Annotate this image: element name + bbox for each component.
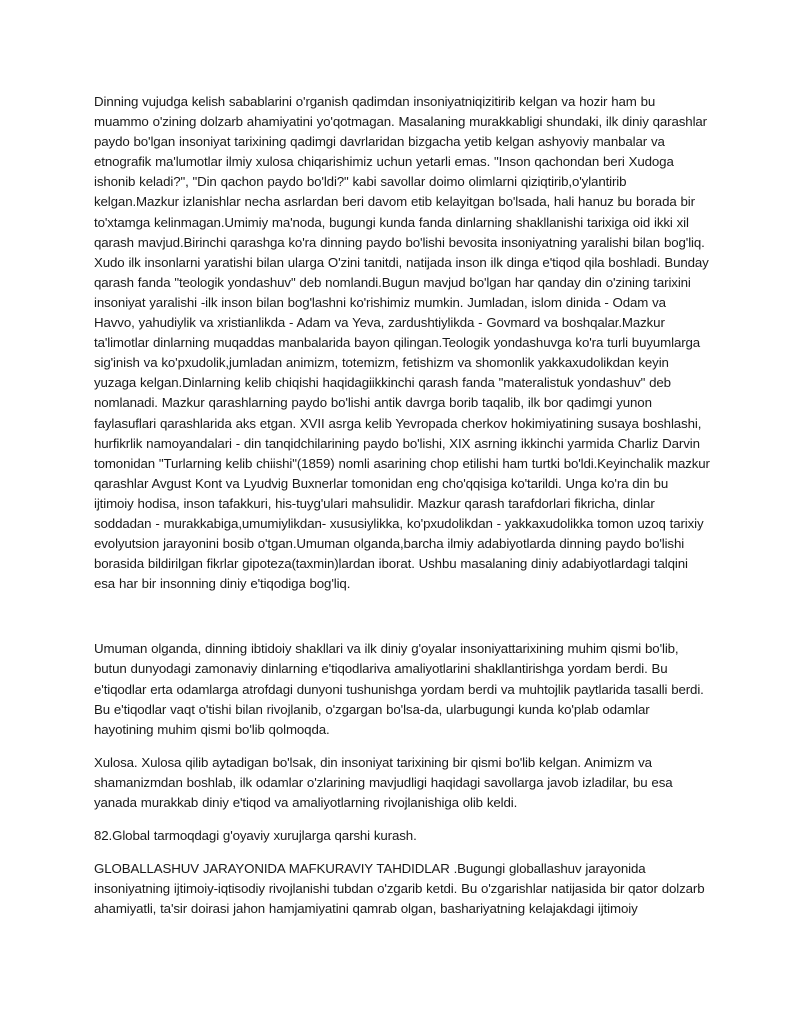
paragraph-primitive-beliefs: Umuman olganda, dinning ibtidoiy shakllari va ilk diniy g'oyalar insoniyattarixining muhim qismi bo'lib, butun dunyodagi zamonaviy dinlarning e'tiqodlariva amaliyotlarini shakllantirishga yordam berdi. Bu e'tiqodlar erta odamlarga atrofdagi dunyoni tushunishga yordam berdi va muhtojlik paytlarida tasalli berdi. Bu e'tiqodlar vaqt o'tishi bilan rivojlanib, o'zgargan bo'lsa-da, ularbugungi kunda ko'plab odamlar hayotining muhim qismi bo'lib qolmoqda.	[94, 641, 704, 737]
paragraph-conclusion: Xulosa. Xulosa qilib aytadigan bo'lsak, din insoniyat tarixining bir qismi bo'lib kelgan. Animizm va shamanizmdan boshlab, ilk odamlar o'zlarining mavjudligi haqidagi savollarga javob izladilar, bu esa yanada murakkab diniy e'tiqod va amaliyotlarning rivojlanishiga olib keldi.	[94, 754, 673, 810]
paragraph-globalization: GLOBALLASHUV JARAYONIDA MAFKURAVIY TAHDIDLAR .Bugungi globallashuv jarayonida insoniyatning ijtimoiy-iqtisodiy rivojlanishi tubdan o'zgarib ketdi. Bu o'zgarishlar natijasida bir qator dolzarb ahamiyatli, ta'sir doirasi jahon hamjamiyatini qamrab olgan, bashariyatning kelajakdagi ijtimoiy	[94, 861, 705, 917]
document-body	[94, 92, 710, 919]
paragraph-religion-origins: Dinning vujudga kelish sabablarini o'rganish qadimdan insoniyatniqizitirib kelgan va hozir ham bu muammo o'zining dolzarb ahamiyatini yo'qotmagan. Masalaning murakkabligi shundaki, ilk diniy qarashlar paydo bo'lgan insoniyat tarixining qadimgi davrlaridan bizgacha yetib kelgan ashyoviy manbalar va etnografik ma'lumotlar ilmiy xulosa chiqarishimiz uchun yetarli emas. "Inson qachondan beri Xudoga ishonib keladi?", "Din qachon paydo bo'ldi?" kabi savollar doimo olimlarni qiziqtirib,o'ylantirib kelgan.Mazkur izlanishlar necha asrlardan beri davom etib kelayitgan bo'lsada, hali hanuz bu borada bir to'xtamga kelinmagan.Umimiy ma'noda, bugungi kunda fanda dinlarning shakllanishi tarixiga oid ikki xil qarash mavjud.Birinchi qarashga ko'ra dinning paydo bo'lishi bevosita insoniyatning yaralishi bilan bog'liq. Xudo ilk insonlarni yaratishi bilan ularga O'zini tanitdi, natijada inson ilk dinga e'tiqod qila boshladi. Bunday qarash fanda "teologik yondashuv" deb nomlandi.Bugun mavjud bo'lgan har qanday din o'zining tarixini insoniyat yaralishi -ilk inson bilan bog'lashni ko'rishimiz mumkin. Jumladan, islom dinida - Odam va Havvo, yahudiylik va xristianlikda - Adam va Yeva, zardushtiylikda - Govmard va boshqalar.Mazkur ta'limotlar dinlarning muqaddas manbalarida bayon qilingan.Teologik yondashuvga ko'ra turli buyumlarga sig'inish va ko'pxudolik,jumladan animizm, totemizm, fetishizm va shomonlik yakkaxudolikdan keyin yuzaga kelgan.Dinlarning kelib chiqishi haqidagiikkinchi qarash fanda "materalistuk yondashuv" deb nomlanadi. Mazkur qarashlarning paydo bo'lishi antik davrga borib taqalib, ilk bor qadimgi yunon faylasuflari qarashlarida aks etgan. XVII asrga kelib Yevropada cherkov hokimiyatining susaya boshlashi, hurfikrlik namoyandalari - din tanqidchilarining paydo bo'lishi, XIX asrning ikkinchi yarmida Charliz Darvin tomonidan "Turlarning kelib chiishi"(1859) nomli asarining chop etilishi ham turtki bo'ldi.Keyinchalik mazkur qarashlar Avgust Kont va Lyudvig Buxnerlar tomonidan eng cho'qqisiga ko'tarildi. Unga ko'ra din bu ijtimoiy hodisa, inson tafakkuri, his-tuyg'ulari mahsulidir. Mazkur qarash tarafdorlari fikricha, dinlar soddadan - murakkabiga,umumiylikdan- xususiylikka, ko'pxudolikdan - yakkaxudolikka tomon uzoq tarixiy evolyutsion jarayonini bosib o'tgan.Umuman olganda,barcha ilmiy adabiyotlarda dinning paydo bo'lishi borasida bildirilgan fikrlar gipoteza(taxmin)lardan iborat. Ushbu masalaning diniy adabiyotlardagi talqini esa har bir insonning diniy e'tiqodiga bog'liq.	[94, 94, 710, 592]
section-heading: 82.Global tarmoqdagi g'oyaviy xurujlarga qarshi kurash.	[94, 828, 417, 844]
